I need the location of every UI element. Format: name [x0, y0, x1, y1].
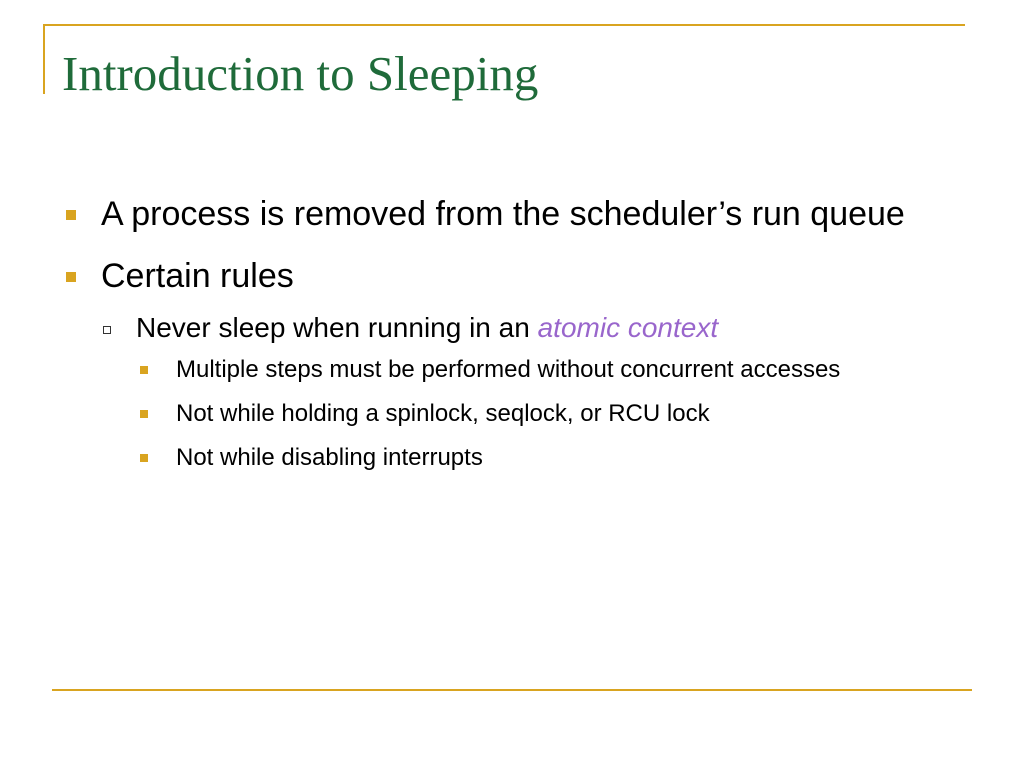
sub-bullet-text: Never sleep when running in an: [136, 312, 538, 343]
slide-body: [62, 190, 962, 484]
hollow-square-bullet-icon: [103, 326, 111, 334]
square-bullet-icon: [66, 272, 76, 282]
sub-sub-bullet-item: [62, 440, 916, 476]
small-square-bullet-icon: [140, 410, 148, 418]
bullet-item: [62, 190, 962, 238]
sub-sub-bullet-text: Not while disabling interrupts: [176, 444, 483, 471]
sub-bullet-highlight: atomic context: [537, 312, 719, 343]
sub-bullet-item: [62, 310, 962, 346]
small-square-bullet-icon: [140, 366, 148, 374]
bullet-text: Certain rules: [101, 257, 294, 295]
title-frame-top-rule: [43, 24, 965, 26]
bullet-item: [62, 252, 962, 300]
slide-title: Introduction to Sleeping: [62, 46, 539, 101]
sub-sub-bullet-item: [62, 396, 916, 432]
square-bullet-icon: [66, 210, 76, 220]
bullet-text: A process is removed from the scheduler’s run queue: [101, 195, 905, 233]
title-frame-left-rule: [43, 24, 45, 94]
small-square-bullet-icon: [140, 454, 148, 462]
sub-sub-bullet-text: Multiple steps must be performed without concurrent accesses: [176, 356, 841, 383]
sub-sub-bullet-item: [62, 352, 916, 388]
sub-sub-bullet-text: Not while holding a spinlock, seqlock, or RCU lock: [176, 400, 710, 427]
footer-rule: [52, 689, 972, 691]
